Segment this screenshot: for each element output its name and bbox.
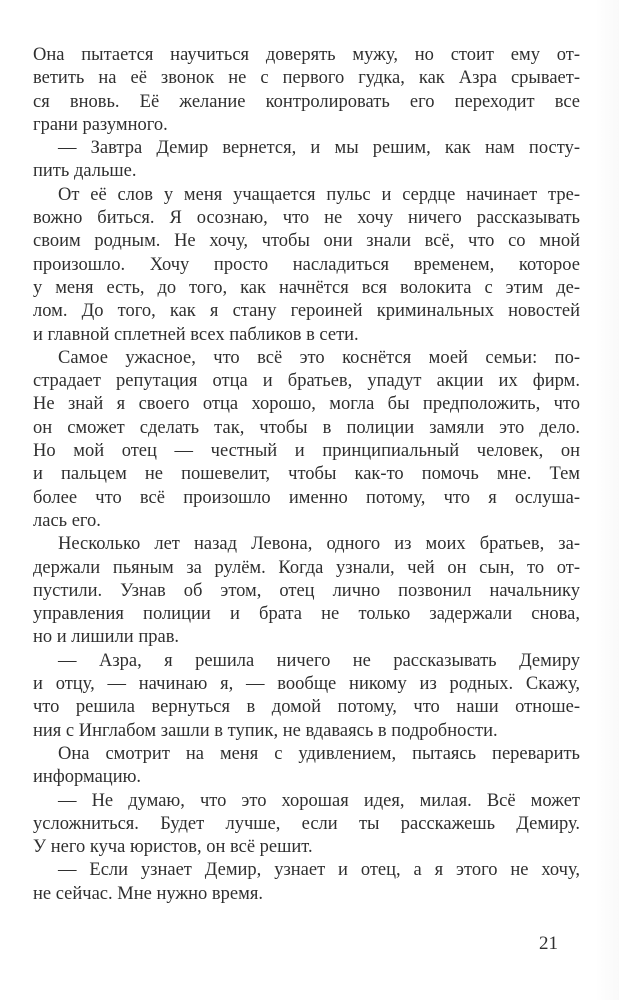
text-line: — Азра, я решила ничего не рассказывать Демиру (58, 650, 580, 671)
text-line: пить дальше. (33, 161, 137, 182)
paragraph (33, 347, 580, 533)
text-line: произошло. Хочу просто насладиться временем, которое (33, 254, 580, 275)
paragraph (33, 650, 580, 743)
text-line: более что всё произошло именно потому, что я ослуша- (33, 487, 580, 508)
text-line: пустили. Узнав об этом, отец лично позвонил начальнику (33, 580, 580, 601)
text-line: грани разумного. (33, 114, 168, 135)
text-line: он сможет сделать так, чтобы в полиции замяли это дело. (33, 417, 580, 438)
text-line: Несколько лет назад Левона, одного из моих братьев, за- (58, 534, 580, 555)
text-line: но и лишили прав. (33, 627, 180, 648)
text-line: ветить на её звонок не с первого гудка, как Азра срывает- (33, 68, 580, 89)
text-line: От её слов у меня учащается пульс и сердце начинает тре- (58, 184, 580, 205)
text-line: у меня есть, до того, как начнётся вся волокита с этим де- (33, 277, 580, 298)
text-line: своим родным. Не хочу, чтобы они знали всё, что со мной (33, 231, 580, 252)
text-line: — Если узнает Демир, узнает и отец, а я этого не хочу, (58, 860, 580, 881)
text-line: и отцу, — начинаю я, — вообще никому из родных. Скажу, (33, 674, 580, 695)
text-line: лом. До того, как я стану героиней криминальных новостей (33, 301, 580, 322)
page-number: 21 (539, 932, 558, 954)
text-line: ся вновь. Её желание контролировать его переходит все (33, 91, 580, 112)
text-line: ния с Инглабом зашли в тупик, не вдаваясь в подробности. (33, 720, 498, 741)
text-line: Не знай я своего отца хорошо, могла бы предположить, что (33, 394, 580, 415)
text-line: и главной сплетней всех пабликов в сети. (33, 324, 359, 345)
text-line: управления полиции и брата не только задержали снова, (33, 604, 580, 625)
paragraph (33, 137, 580, 184)
paragraph (33, 44, 580, 137)
text-line: Она смотрит на меня с удивлением, пытаясь переварить (58, 743, 580, 764)
page-text (33, 44, 580, 906)
paragraph (33, 184, 580, 347)
text-line: У него куча юристов, он всё решит. (33, 837, 313, 858)
text-line: и пальцем не пошевелит, чтобы как-то помочь мне. Тем (33, 464, 580, 485)
text-line: Но мой отец — честный и принципиальный человек, он (33, 441, 580, 462)
paragraph (33, 790, 580, 860)
text-line: усложниться. Будет лучше, если ты расскажешь Демиру. (33, 813, 580, 834)
paragraph (33, 743, 580, 790)
text-line: информацию. (33, 767, 142, 788)
text-line: Самое ужасное, что всё это коснётся моей семьи: по- (58, 347, 580, 368)
text-line: не сейчас. Мне нужно время. (33, 883, 263, 904)
text-line: что решила вернуться в домой потому, что наши отноше- (33, 697, 580, 718)
text-line: вожно биться. Я осознаю, что не хочу ничего рассказывать (33, 208, 580, 229)
text-line: — Не думаю, что это хорошая идея, милая. Всё может (58, 790, 580, 811)
text-line: страдает репутация отца и братьев, упадут акции их фирм. (33, 371, 580, 392)
text-line: лась его. (33, 510, 101, 531)
text-line: Она пытается научиться доверять мужу, но стоит ему от- (33, 45, 580, 65)
text-line: — Завтра Демир вернется, и мы решим, как нам посту- (58, 138, 580, 159)
paragraph (33, 533, 580, 649)
paragraph (33, 859, 580, 906)
text-line: держали пьяным за рулём. Когда узнали, чей он сын, то от- (33, 557, 580, 578)
